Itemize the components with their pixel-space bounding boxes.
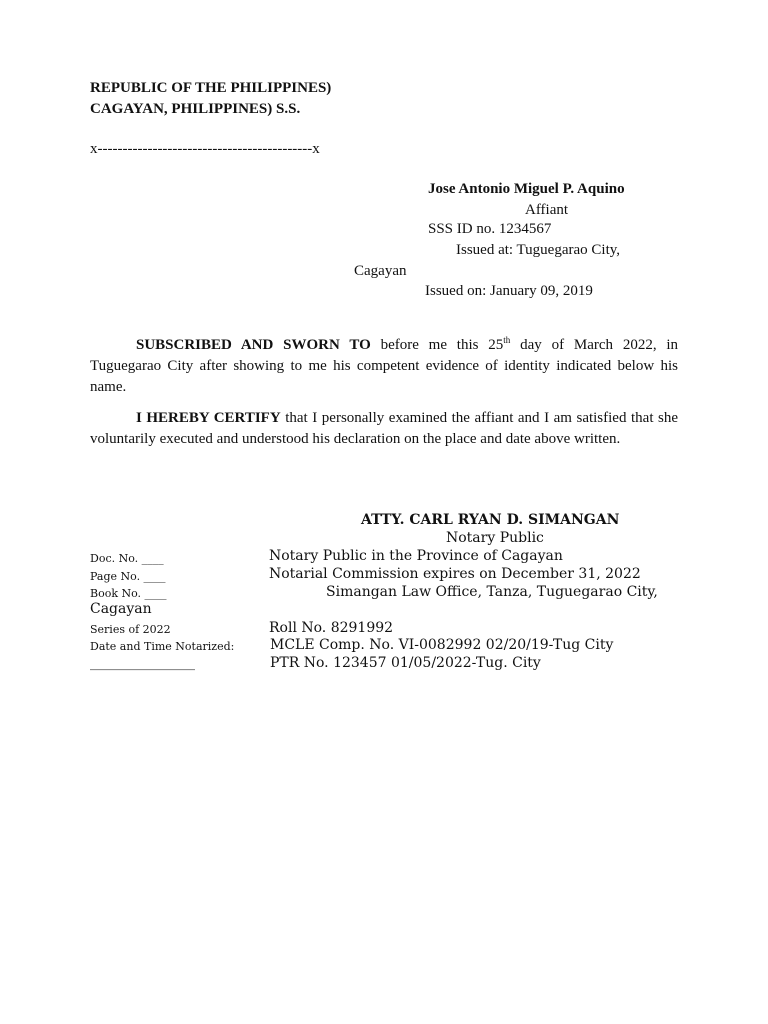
affiant-id: SSS ID no. 1234567	[428, 221, 552, 237]
doc-no: Doc. No. ____	[90, 552, 164, 565]
affiant-name: Jose Antonio Miguel P. Aquino	[428, 181, 625, 197]
notary-name: ATTY. CARL RYAN D. SIMANGAN	[361, 512, 620, 528]
affiant-label: Affiant	[525, 202, 569, 218]
series: Series of 2022	[90, 623, 171, 636]
notary-commission: Notarial Commission expires on December 31, 2022	[269, 566, 641, 582]
jurat-text-1: before me this 25	[380, 337, 504, 353]
book-no: Book No. ____	[90, 587, 167, 600]
affiant-issued-at: Issued at: Tuguegarao City,	[456, 242, 621, 258]
notary-ptr: PTR No. 123457 01/05/2022-Tug. City	[270, 655, 541, 671]
certify-lead: I HEREBY CERTIFY	[136, 410, 281, 426]
notary-roll: Roll No. 8291992	[269, 620, 394, 636]
venue-line-2: CAGAYAN, PHILIPPINES) S.S.	[90, 101, 301, 117]
separator-line: x-------------------------------------------x	[90, 141, 320, 157]
notary-province: Notary Public in the Province of Cagayan	[269, 548, 563, 564]
jurat-lead: SUBSCRIBED AND SWORN TO	[136, 337, 371, 353]
affiant-issued-at-cont: Cagayan	[354, 263, 407, 279]
notary-title: Notary Public	[446, 530, 544, 546]
jurat-text-2: day of March 2022, in Tuguegarao City after showing to me his competent evidence of identity indicated below his name.	[90, 337, 679, 395]
notary-office: Simangan Law Office, Tanza, Tuguegarao City,	[326, 584, 658, 600]
notary-mcle: MCLE Comp. No. VI-0082992 02/20/19-Tug City	[270, 637, 614, 653]
jurat-day-suffix: th	[503, 335, 511, 345]
certification-paragraph	[90, 408, 678, 450]
venue-line-1: REPUBLIC OF THE PHILIPPINES)	[90, 80, 332, 96]
jurat-paragraph	[90, 335, 678, 398]
certify-text: that I personally examined the affiant and I am satisfied that she voluntarily executed and understood his declaration on the place and date above written.	[90, 410, 679, 447]
page-no: Page No. ____	[90, 570, 166, 583]
book-location: Cagayan	[90, 601, 152, 617]
date-time-notarized: Date and Time Notarized:	[90, 640, 235, 653]
affiant-issued-on: Issued on: January 09, 2019	[425, 283, 593, 299]
date-time-blank: _______________	[90, 655, 195, 671]
